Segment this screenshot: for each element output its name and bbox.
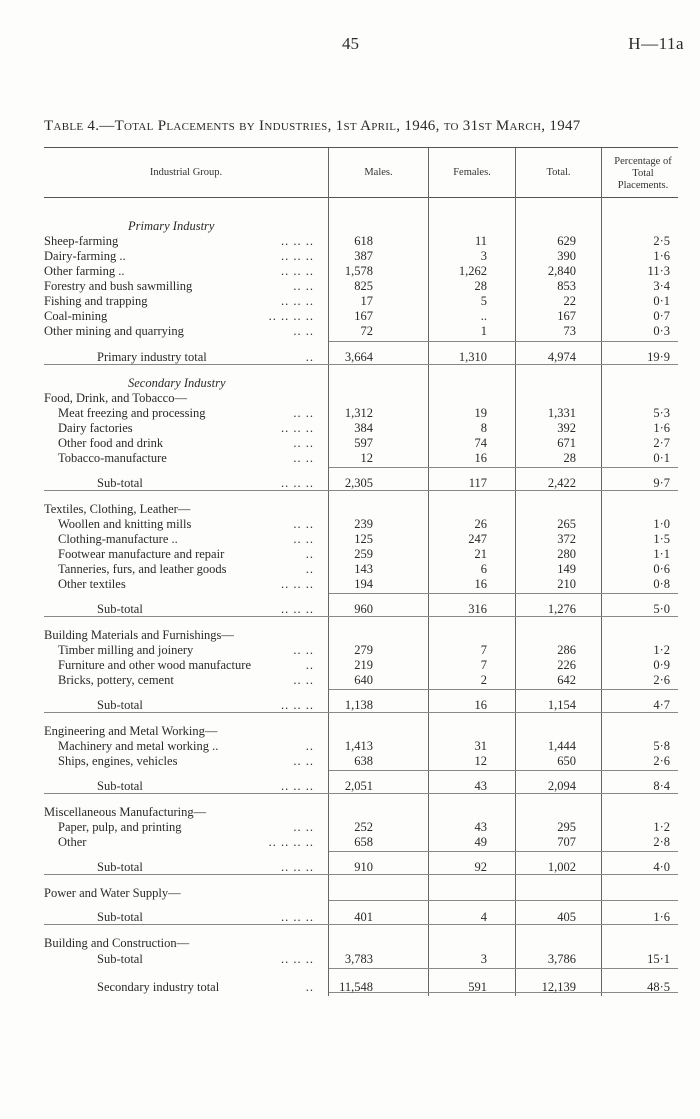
males-cell: 960 — [354, 602, 373, 616]
females-cell: 247 — [468, 532, 487, 546]
header-bottom-rule — [44, 197, 678, 198]
total-cell: 167 — [557, 309, 576, 323]
table-row — [0, 309, 700, 324]
females-cell: 1,310 — [458, 350, 487, 364]
males-cell: 219 — [354, 658, 373, 672]
table-row — [0, 234, 700, 249]
leader-dots: .. .. .. — [281, 698, 314, 712]
males-cell: 618 — [354, 234, 373, 248]
total-row — [0, 910, 700, 925]
leader-dots: .. — [305, 562, 314, 576]
total-cell: 3,786 — [547, 952, 576, 966]
females-cell: 1 — [480, 324, 487, 338]
row-label: Furniture and other wood manufacture — [58, 658, 251, 672]
females-cell: 316 — [468, 602, 487, 616]
row-label: Timber milling and joinery — [58, 643, 194, 657]
males-cell: 384 — [354, 421, 373, 435]
leader-dots: .. .. — [293, 324, 314, 338]
total-cell: 707 — [557, 835, 576, 849]
leader-dots: .. .. .. .. — [268, 309, 314, 323]
males-cell: 387 — [354, 249, 373, 263]
females-cell: 117 — [468, 476, 487, 490]
percentage-cell: 0·3 — [653, 324, 670, 338]
leader-dots: .. .. .. — [281, 421, 314, 435]
document-reference: H—11a — [628, 34, 684, 53]
header-percentage: Percentage of Total Placements. — [614, 156, 672, 191]
header-total: Total. — [546, 167, 571, 178]
leader-dots: .. .. .. — [281, 577, 314, 591]
percentage-cell: 1·1 — [653, 547, 670, 561]
total-cell: 295 — [557, 820, 576, 834]
header-industrial-group: Industrial Group. — [149, 167, 223, 178]
percentage-cell: 19·9 — [647, 350, 670, 364]
females-cell: 6 — [480, 562, 487, 576]
total-cell: 1,154 — [547, 698, 576, 712]
total-cell: 12,139 — [541, 980, 576, 994]
males-cell: 12 — [360, 451, 373, 465]
females-cell: 7 — [480, 658, 487, 672]
row-label: Paper, pulp, and printing — [58, 820, 182, 834]
row-label: Sub-total — [97, 779, 143, 793]
percentage-cell: 4·7 — [653, 698, 670, 712]
leader-dots: .. .. .. — [281, 264, 314, 278]
females-cell: 16 — [474, 577, 487, 591]
row-label: Forestry and bush sawmilling — [44, 279, 193, 293]
total-cell: 210 — [557, 577, 576, 591]
total-cell: 28 — [563, 451, 576, 465]
females-cell: 5 — [480, 294, 487, 308]
row-label: Coal-mining — [44, 309, 108, 323]
percentage-cell: 0·6 — [653, 562, 670, 576]
table-row — [0, 294, 700, 309]
group-heading — [0, 936, 700, 951]
leader-dots: .. .. .. — [281, 779, 314, 793]
total-cell: 2,094 — [547, 779, 576, 793]
percentage-cell: 2·6 — [653, 754, 670, 768]
table-title: Table 4.—Total Placements by Industries, 1st April, 1946, to 31st March, 1947 — [44, 118, 581, 134]
total-cell: 280 — [557, 547, 576, 561]
row-label: Sub-total — [97, 698, 143, 712]
percentage-cell: 48·5 — [647, 980, 670, 994]
total-cell: 73 — [563, 324, 576, 338]
total-cell: 650 — [557, 754, 576, 768]
header-females: Females. — [453, 167, 491, 178]
males-cell: 279 — [354, 643, 373, 657]
table-row — [0, 279, 700, 294]
leader-dots: .. .. .. — [281, 476, 314, 490]
percentage-cell: 1·6 — [653, 249, 670, 263]
table-row — [0, 406, 700, 421]
females-cell: 7 — [480, 643, 487, 657]
males-cell: 401 — [354, 910, 373, 924]
row-label: Power and Water Supply— — [44, 886, 181, 900]
table-row — [0, 562, 700, 577]
table-row — [0, 658, 700, 673]
percentage-cell: 0·8 — [653, 577, 670, 591]
row-label: Sub-total — [97, 602, 143, 616]
group-heading — [0, 502, 700, 517]
males-cell: 1,138 — [344, 698, 373, 712]
percentage-cell: 5·0 — [653, 602, 670, 616]
males-cell: 259 — [354, 547, 373, 561]
row-label: Tanneries, furs, and leather goods — [58, 562, 227, 576]
females-cell: 2 — [480, 673, 487, 687]
males-cell: 125 — [354, 532, 373, 546]
total-cell: 4,974 — [547, 350, 576, 364]
row-label: Sub-total — [97, 860, 143, 874]
males-cell: 638 — [354, 754, 373, 768]
males-cell: 2,051 — [344, 779, 373, 793]
leader-dots: .. .. .. .. — [268, 835, 314, 849]
row-label: Sub-total — [97, 952, 143, 966]
females-cell: 1,262 — [458, 264, 487, 278]
males-cell: 1,413 — [344, 739, 373, 753]
total-cell: 149 — [557, 562, 576, 576]
header-males: Males. — [364, 167, 393, 178]
percentage-cell: 15·1 — [647, 952, 670, 966]
males-cell: 143 — [354, 562, 373, 576]
leader-dots: .. .. — [293, 517, 314, 531]
percentage-cell: 0·7 — [653, 309, 670, 323]
leader-dots: .. .. — [293, 451, 314, 465]
total-row — [0, 980, 700, 995]
percentage-cell: 5·3 — [653, 406, 670, 420]
leader-dots: .. .. .. — [281, 234, 314, 248]
percentage-cell: 2·5 — [653, 234, 670, 248]
row-label: Meat freezing and processing — [58, 406, 206, 420]
row-label: Textiles, Clothing, Leather— — [44, 502, 191, 516]
males-cell: 640 — [354, 673, 373, 687]
table-row — [0, 532, 700, 547]
row-label: Footwear manufacture and repair — [58, 547, 225, 561]
females-cell: 12 — [474, 754, 487, 768]
total-cell: 1,331 — [547, 406, 576, 420]
row-label: Fishing and trapping — [44, 294, 148, 308]
females-cell: 16 — [474, 698, 487, 712]
percentage-cell: 2·6 — [653, 673, 670, 687]
leader-dots: .. — [305, 658, 314, 672]
males-cell: 658 — [354, 835, 373, 849]
row-label: Bricks, pottery, cement — [58, 673, 174, 687]
total-cell: 286 — [557, 643, 576, 657]
row-label: Woollen and knitting mills — [58, 517, 192, 531]
row-rule — [329, 341, 678, 342]
females-cell: 19 — [474, 406, 487, 420]
percentage-cell: 1·5 — [653, 532, 670, 546]
total-cell: 853 — [557, 279, 576, 293]
total-cell: 671 — [557, 436, 576, 450]
males-cell: 167 — [354, 309, 373, 323]
leader-dots: .. .. .. — [281, 294, 314, 308]
table-row — [0, 643, 700, 658]
percentage-cell: 11·3 — [647, 264, 670, 278]
leader-dots: .. .. — [293, 754, 314, 768]
males-cell: 72 — [360, 324, 373, 338]
males-cell: 11,548 — [339, 980, 373, 994]
table-row — [0, 264, 700, 279]
percentage-cell: 5·8 — [653, 739, 670, 753]
row-rule — [329, 851, 678, 852]
males-cell: 3,783 — [344, 952, 373, 966]
row-rule — [329, 467, 678, 468]
row-label: Machinery and metal working .. — [58, 739, 219, 753]
total-cell: 642 — [557, 673, 576, 687]
total-cell: 1,002 — [547, 860, 576, 874]
table-row — [0, 517, 700, 532]
total-cell: 226 — [557, 658, 576, 672]
row-label: Sheep-farming — [44, 234, 119, 248]
table-row — [0, 835, 700, 850]
females-cell: 3 — [480, 249, 487, 263]
females-cell: 28 — [474, 279, 487, 293]
row-label: Ships, engines, vehicles — [58, 754, 178, 768]
females-cell: 4 — [480, 910, 487, 924]
females-cell: 11 — [474, 234, 487, 248]
females-cell: 21 — [474, 547, 487, 561]
group-heading — [0, 886, 700, 901]
percentage-cell: 4·0 — [653, 860, 670, 874]
group-heading — [0, 628, 700, 643]
males-cell: 239 — [354, 517, 373, 531]
group-heading — [0, 724, 700, 739]
males-cell: 252 — [354, 820, 373, 834]
table-top-rule — [44, 147, 678, 148]
table-row — [0, 436, 700, 451]
leader-dots: .. .. — [293, 532, 314, 546]
total-cell: 265 — [557, 517, 576, 531]
females-cell: 3 — [480, 952, 487, 966]
males-cell: 1,578 — [344, 264, 373, 278]
percentage-cell: 2·7 — [653, 436, 670, 450]
females-cell: 49 — [474, 835, 487, 849]
females-cell: 26 — [474, 517, 487, 531]
category-heading — [0, 219, 700, 234]
row-label: Other textiles — [58, 577, 126, 591]
percentage-cell: 0·9 — [653, 658, 670, 672]
row-label: Other — [58, 835, 87, 849]
females-cell: 74 — [474, 436, 487, 450]
row-label: Other farming .. — [44, 264, 125, 278]
total-cell: 2,422 — [547, 476, 576, 490]
leader-dots: .. — [305, 350, 314, 364]
percentage-cell: 2·8 — [653, 835, 670, 849]
percentage-cell: 8·4 — [653, 779, 670, 793]
leader-dots: .. .. — [293, 279, 314, 293]
leader-dots: .. .. .. — [281, 249, 314, 263]
percentage-cell: 1·0 — [653, 517, 670, 531]
leader-dots: .. .. — [293, 820, 314, 834]
row-label: Secondary Industry — [128, 376, 226, 390]
total-cell: 22 — [563, 294, 576, 308]
row-label: Miscellaneous Manufacturing— — [44, 805, 207, 819]
leader-dots: .. .. .. — [281, 860, 314, 874]
row-label: Building Materials and Furnishings— — [44, 628, 234, 642]
table-row — [0, 547, 700, 562]
males-cell: 194 — [354, 577, 373, 591]
row-label: Secondary industry total — [97, 980, 220, 994]
row-label: Sub-total — [97, 476, 143, 490]
row-label: Clothing-manufacture .. — [58, 532, 178, 546]
percentage-cell: 0·1 — [653, 451, 670, 465]
leader-dots: .. .. — [293, 406, 314, 420]
table-row — [0, 451, 700, 466]
table-row — [0, 673, 700, 688]
total-cell: 2,840 — [547, 264, 576, 278]
row-label: Dairy factories — [58, 421, 133, 435]
percentage-cell: 3·4 — [653, 279, 670, 293]
females-cell: 92 — [474, 860, 487, 874]
females-cell: 31 — [474, 739, 487, 753]
total-cell: 392 — [557, 421, 576, 435]
row-label: Sub-total — [97, 910, 143, 924]
category-heading — [0, 376, 700, 391]
females-cell: 43 — [474, 779, 487, 793]
page-number: 45 — [342, 34, 359, 53]
leader-dots: .. .. .. — [281, 910, 314, 924]
row-rule — [329, 968, 678, 969]
row-rule — [329, 689, 678, 690]
table-row — [0, 421, 700, 436]
row-rule — [329, 593, 678, 594]
percentage-cell: 1·6 — [653, 910, 670, 924]
females-cell: 43 — [474, 820, 487, 834]
table-row — [0, 249, 700, 264]
leader-dots: .. .. — [293, 643, 314, 657]
table-row — [0, 754, 700, 769]
total-cell: 1,444 — [547, 739, 576, 753]
row-label: Dairy-farming .. — [44, 249, 126, 263]
males-cell: 1,312 — [344, 406, 373, 420]
total-row — [0, 698, 700, 713]
leader-dots: .. .. — [293, 673, 314, 687]
males-cell: 17 — [360, 294, 373, 308]
females-cell: 16 — [474, 451, 487, 465]
leader-dots: .. .. .. — [281, 952, 314, 966]
table-row — [0, 739, 700, 754]
females-cell: .. — [480, 309, 487, 323]
row-label: Tobacco-manufacture — [58, 451, 167, 465]
group-heading — [0, 391, 700, 406]
total-cell: 390 — [557, 249, 576, 263]
leader-dots: .. .. .. — [281, 602, 314, 616]
row-label: Other mining and quarrying — [44, 324, 184, 338]
table-row — [0, 577, 700, 592]
table-row — [0, 324, 700, 339]
total-row — [0, 602, 700, 617]
males-cell: 597 — [354, 436, 373, 450]
row-label: Building and Construction— — [44, 936, 190, 950]
table-row — [0, 820, 700, 835]
percentage-cell: 9·7 — [653, 476, 670, 490]
leader-dots: .. .. — [293, 436, 314, 450]
row-label: Primary Industry — [128, 219, 215, 233]
percentage-cell: 1·6 — [653, 421, 670, 435]
males-cell: 825 — [354, 279, 373, 293]
row-rule — [329, 770, 678, 771]
total-cell: 372 — [557, 532, 576, 546]
total-row — [0, 952, 700, 967]
row-label: Engineering and Metal Working— — [44, 724, 218, 738]
row-label: Food, Drink, and Tobacco— — [44, 391, 187, 405]
total-row — [0, 860, 700, 875]
leader-dots: .. — [305, 547, 314, 561]
total-row — [0, 779, 700, 794]
total-cell: 405 — [557, 910, 576, 924]
males-cell: 910 — [354, 860, 373, 874]
males-cell: 2,305 — [344, 476, 373, 490]
percentage-cell: 0·1 — [653, 294, 670, 308]
percentage-cell: 1·2 — [653, 820, 670, 834]
females-cell: 591 — [468, 980, 487, 994]
row-label: Primary industry total — [97, 350, 207, 364]
group-heading — [0, 805, 700, 820]
total-row — [0, 476, 700, 491]
males-cell: 3,664 — [344, 350, 373, 364]
total-row — [0, 350, 700, 365]
row-label: Other food and drink — [58, 436, 164, 450]
total-cell: 1,276 — [547, 602, 576, 616]
females-cell: 8 — [480, 421, 487, 435]
leader-dots: .. — [305, 739, 314, 753]
total-cell: 629 — [557, 234, 576, 248]
leader-dots: .. — [305, 980, 314, 994]
percentage-cell: 1·2 — [653, 643, 670, 657]
